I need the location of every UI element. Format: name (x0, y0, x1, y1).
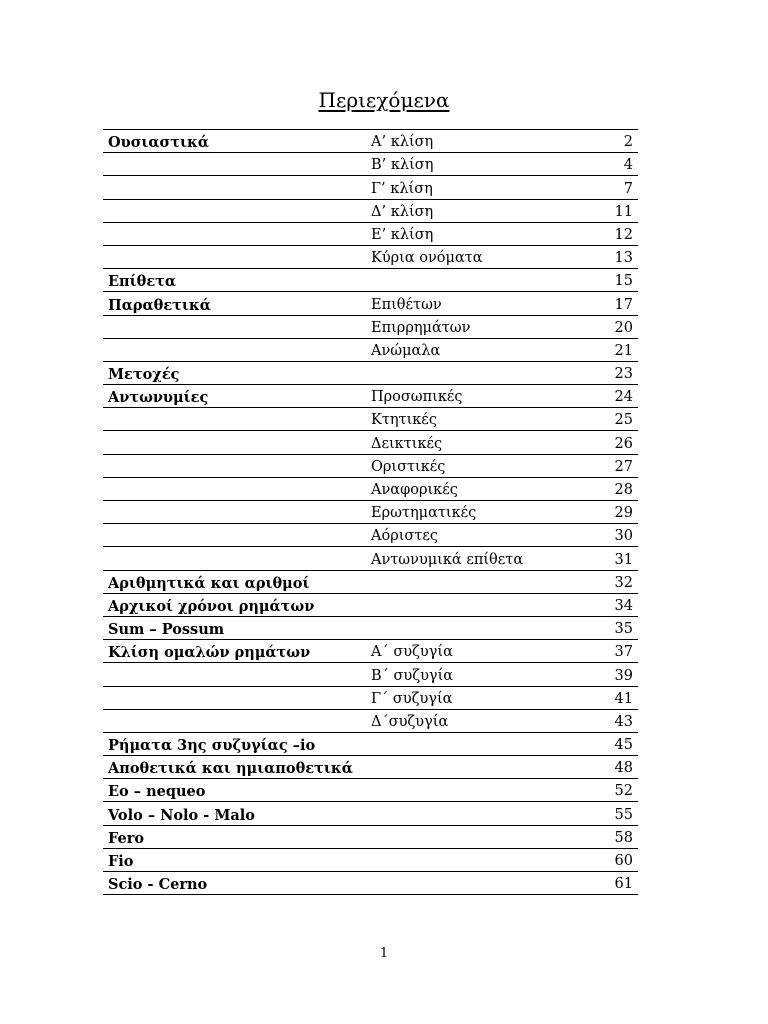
toc-section: Αποθετικά και ημιαποθετικά (108, 760, 353, 778)
toc-row (103, 176, 638, 199)
toc-page: 28 (614, 482, 633, 498)
toc-subsection: Γ΄ συζυγία (371, 690, 453, 707)
toc-page: 55 (614, 806, 633, 823)
toc-row (103, 223, 638, 246)
toc-page: 43 (614, 713, 633, 730)
toc-row (103, 687, 638, 710)
toc-row (103, 200, 638, 223)
toc-subsection: Οριστικές (371, 458, 446, 475)
page-number: 1 (379, 946, 389, 961)
toc-page: 48 (614, 760, 633, 777)
toc-page: 32 (614, 574, 633, 591)
toc-subsection: Ερωτηματικές (371, 505, 477, 522)
toc-page: 13 (614, 250, 633, 267)
toc-subsection: Ανώμαλα (371, 342, 441, 359)
toc-subsection: Δ’ κλίση (371, 203, 434, 220)
toc-subsection: Κύρια ονόματα (371, 250, 483, 267)
toc-subsection: Αντωνυμικά επίθετα (371, 551, 524, 568)
page-title: Περιεχόμενα (318, 88, 450, 112)
toc-page: 12 (614, 226, 633, 243)
toc-row (103, 733, 638, 756)
toc-page: 31 (614, 551, 633, 568)
toc-page: 29 (614, 505, 633, 522)
toc-section: Sum – Possum (108, 621, 225, 639)
toc-subsection: Επιρρημάτων (371, 319, 471, 336)
toc-table (103, 129, 638, 895)
toc-page: 25 (614, 412, 633, 429)
toc-row (103, 663, 638, 686)
toc-page: 34 (614, 597, 633, 614)
toc-section: Scio - Cerno (108, 876, 208, 894)
toc-section: Fio (108, 853, 134, 870)
toc-page: 61 (614, 876, 633, 893)
toc-page: 17 (614, 296, 633, 313)
toc-row (103, 130, 638, 153)
toc-row (103, 617, 638, 640)
toc-section: Αντωνυμίες (108, 389, 209, 407)
toc-row (103, 826, 638, 849)
toc-subsection: Αναφορικές (371, 482, 458, 498)
toc-page: 7 (623, 180, 633, 197)
toc-page: 21 (614, 342, 633, 359)
toc-row (103, 547, 638, 570)
toc-subsection: Β΄ συζυγία (371, 667, 454, 684)
toc-page: 37 (614, 644, 633, 661)
toc-page: 60 (614, 853, 633, 869)
toc-section: Παραθετικά (108, 296, 211, 314)
toc-section: Επίθετα (108, 273, 177, 291)
toc-page: 23 (614, 366, 633, 383)
toc-subsection: Κτητικές (371, 412, 437, 429)
toc-row (103, 292, 638, 315)
toc-page: 27 (614, 458, 633, 475)
toc-subsection: Προσωπικές (371, 389, 463, 406)
toc-subsection: Γ’ κλίση (371, 180, 433, 197)
toc-row (103, 571, 638, 594)
toc-page: 20 (614, 319, 633, 336)
toc-subsection: Α΄ συζυγία (371, 644, 453, 661)
toc-row (103, 779, 638, 802)
toc-row (103, 501, 638, 524)
toc-page: 52 (614, 783, 633, 800)
toc-subsection: Α’ κλίση (371, 134, 434, 151)
toc-row (103, 153, 638, 176)
toc-row (103, 455, 638, 478)
toc-subsection: Ε’ κλίση (371, 226, 434, 243)
toc-row (103, 594, 638, 617)
toc-row (103, 872, 638, 895)
toc-row (103, 339, 638, 362)
toc-row (103, 385, 638, 408)
toc-page: 2 (623, 134, 633, 151)
toc-row (103, 756, 638, 779)
toc-subsection: Δεικτικές (371, 435, 443, 452)
toc-page: 41 (614, 690, 633, 707)
toc-page: 4 (623, 157, 633, 174)
toc-row (103, 431, 638, 454)
toc-subsection: Δ΄συζυγία (371, 713, 449, 730)
toc-page: 26 (614, 435, 633, 452)
toc-page: 30 (614, 528, 633, 545)
toc-section: Ρήματα 3ης συζυγίας –io (108, 737, 316, 755)
toc-row (103, 849, 638, 872)
toc-row (103, 362, 638, 385)
toc-page: 58 (614, 829, 633, 846)
toc-row (103, 710, 638, 733)
toc-subsection: Επιθέτων (371, 296, 442, 313)
toc-row (103, 524, 638, 547)
toc-section: Ουσιαστικά (108, 134, 210, 152)
toc-page: 45 (614, 737, 633, 754)
toc-subsection: Αόριστες (371, 528, 438, 545)
toc-page: 24 (614, 389, 633, 406)
toc-page: 11 (614, 203, 633, 220)
toc-row (103, 640, 638, 663)
toc-section: Αρχικοί χρόνοι ρημάτων (108, 597, 315, 615)
toc-section: Κλίση ομαλών ρημάτων (108, 644, 311, 662)
toc-row (103, 478, 638, 501)
toc-subsection: Β’ κλίση (371, 157, 434, 174)
toc-page: 39 (614, 667, 633, 684)
toc-section: Αριθμητικά και αριθμοί (108, 574, 310, 592)
toc-section: Μετοχές (108, 366, 180, 384)
toc-row (103, 802, 638, 825)
toc-page: 15 (614, 273, 633, 290)
toc-row (103, 408, 638, 431)
toc-section: Volo – Nolo - Malo (108, 806, 255, 824)
toc-page: 35 (614, 621, 633, 638)
toc-section: Fero (108, 829, 145, 847)
toc-section: Eo – nequeo (108, 783, 206, 801)
toc-row (103, 269, 638, 292)
toc-row (103, 316, 638, 339)
toc-row (103, 246, 638, 269)
